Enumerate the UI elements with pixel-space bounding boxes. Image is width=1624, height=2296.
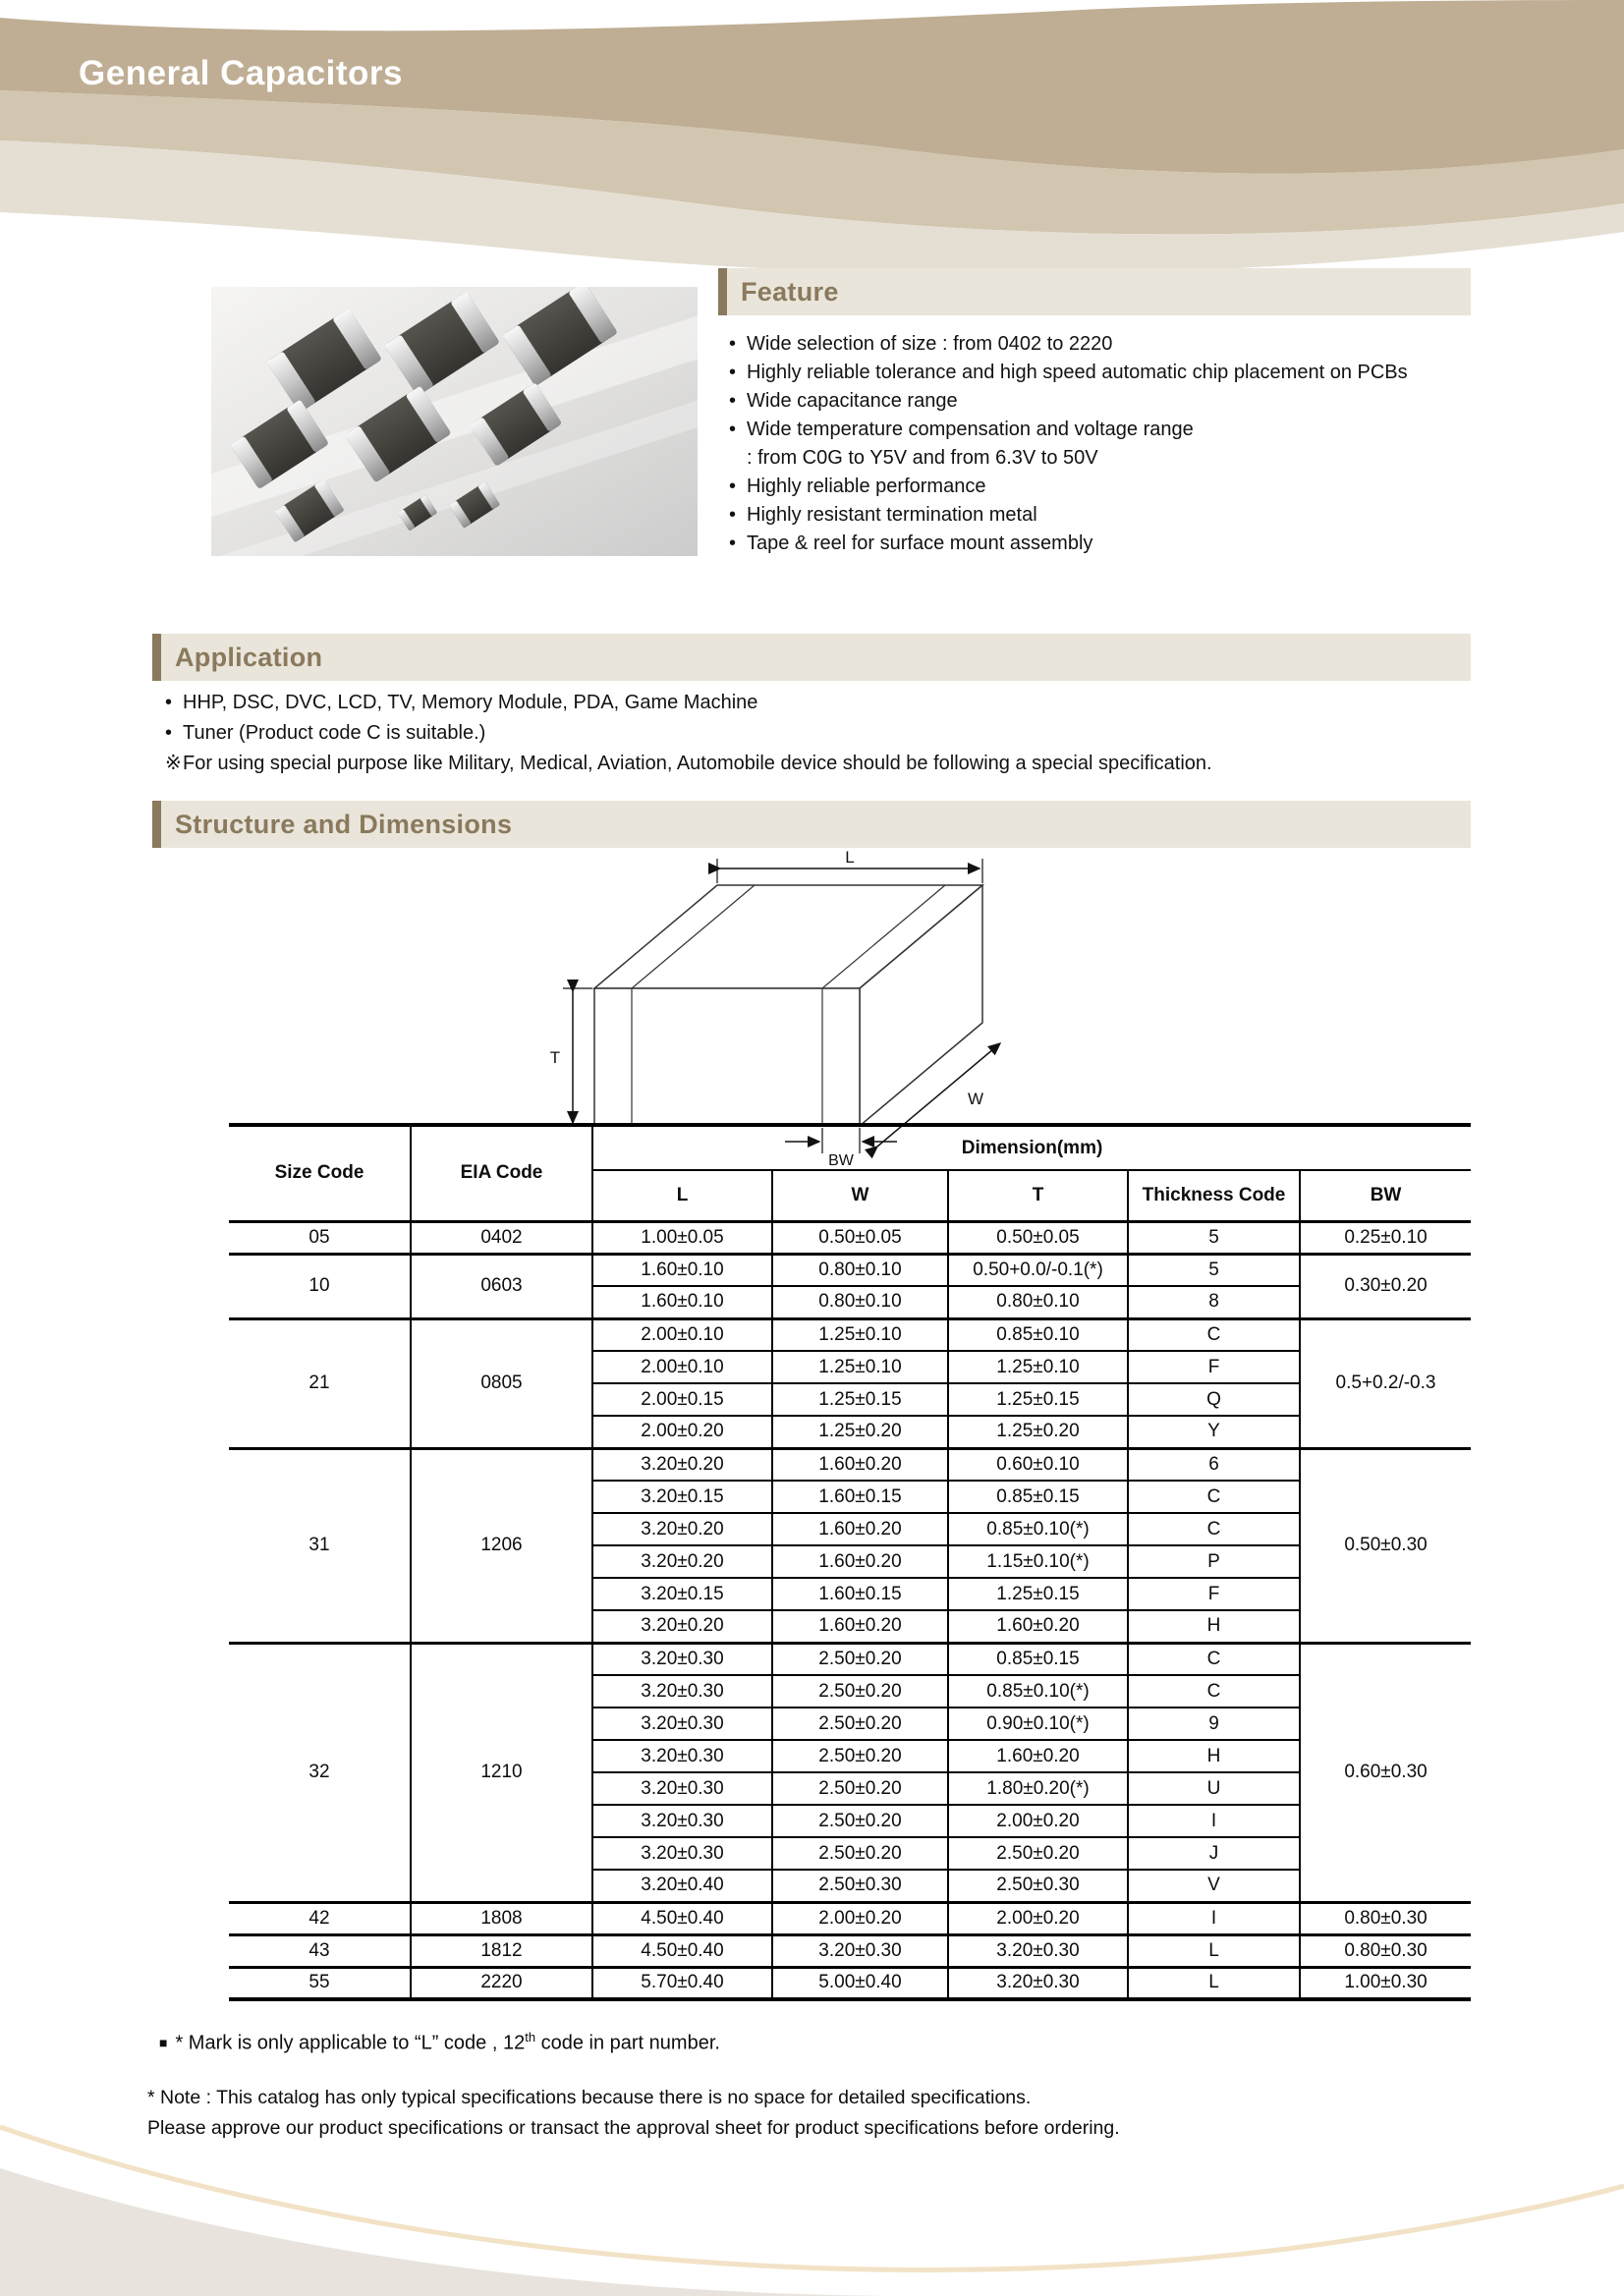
code-cell: 5 <box>1128 1221 1300 1254</box>
w-cell: 1.25±0.20 <box>772 1416 948 1448</box>
bw-cell: 0.60±0.30 <box>1300 1643 1471 1902</box>
l-cell: 3.20±0.20 <box>592 1448 772 1481</box>
size-cell: 05 <box>229 1221 411 1254</box>
code-cell: F <box>1128 1351 1300 1383</box>
l-cell: 3.20±0.15 <box>592 1578 772 1610</box>
spec-row <box>229 1318 1471 1351</box>
t-cell: 2.50±0.20 <box>948 1837 1128 1870</box>
w-cell: 2.50±0.30 <box>772 1870 948 1902</box>
w-cell: 2.50±0.20 <box>772 1675 948 1708</box>
l-cell: 4.50±0.40 <box>592 1902 772 1934</box>
footnote-superscript: th <box>525 2030 536 2044</box>
t-cell: 2.00±0.20 <box>948 1805 1128 1837</box>
col-header-size-code: Size Code <box>229 1125 411 1221</box>
bw-cell: 0.25±0.10 <box>1300 1221 1471 1254</box>
col-header-bw: BW <box>1300 1170 1471 1221</box>
list-item-text: Wide temperature compensation and voltage range <box>747 419 1194 440</box>
feature-list <box>729 330 1476 558</box>
code-cell: I <box>1128 1902 1300 1934</box>
list-item-text: Wide capacitance range <box>747 390 958 412</box>
list-item <box>729 473 1476 501</box>
t-cell: 1.80±0.20(*) <box>948 1772 1128 1805</box>
t-cell: 0.85±0.15 <box>948 1481 1128 1513</box>
code-cell: V <box>1128 1870 1300 1902</box>
size-cell: 31 <box>229 1448 411 1643</box>
page-title: General Capacitors <box>79 54 403 92</box>
eia-cell: 1812 <box>411 1934 592 1967</box>
w-cell: 3.20±0.30 <box>772 1934 948 1967</box>
w-cell: 1.60±0.20 <box>772 1448 948 1481</box>
code-cell: F <box>1128 1578 1300 1610</box>
t-cell: 1.15±0.10(*) <box>948 1545 1128 1578</box>
code-cell: I <box>1128 1805 1300 1837</box>
w-cell: 1.60±0.15 <box>772 1578 948 1610</box>
diagram-label-BW: BW <box>828 1152 854 1165</box>
l-cell: 3.20±0.40 <box>592 1870 772 1902</box>
w-cell: 0.50±0.05 <box>772 1221 948 1254</box>
l-cell: 3.20±0.30 <box>592 1772 772 1805</box>
l-cell: 3.20±0.30 <box>592 1740 772 1772</box>
w-cell: 2.50±0.20 <box>772 1772 948 1805</box>
list-item-text: Wide selection of size : from 0402 to 2220 <box>747 333 1113 355</box>
list-item-text: For using special purpose like Military, Medical, Aviation, Automobile device should be following a special specification. <box>183 753 1212 774</box>
list-item-text: Highly reliable performance <box>747 476 986 497</box>
list-item <box>729 530 1476 558</box>
bw-cell: 0.30±0.20 <box>1300 1254 1471 1318</box>
header-wave-art <box>0 0 1624 285</box>
l-cell: 1.60±0.10 <box>592 1254 772 1286</box>
dimension-spec-table <box>229 1123 1471 2001</box>
size-cell: 43 <box>229 1934 411 1967</box>
list-item-text: Tape & reel for surface mount assembly <box>747 532 1093 554</box>
l-cell: 2.00±0.10 <box>592 1318 772 1351</box>
w-cell: 2.50±0.20 <box>772 1740 948 1772</box>
w-cell: 1.60±0.20 <box>772 1513 948 1545</box>
l-cell: 3.20±0.30 <box>592 1643 772 1675</box>
l-cell: 5.70±0.40 <box>592 1967 772 1999</box>
code-cell: Y <box>1128 1416 1300 1448</box>
t-cell: 3.20±0.30 <box>948 1967 1128 1999</box>
l-cell: 3.20±0.30 <box>592 1708 772 1740</box>
code-cell: U <box>1128 1772 1300 1805</box>
l-cell: 3.20±0.15 <box>592 1481 772 1513</box>
code-cell: C <box>1128 1643 1300 1675</box>
col-header-t: T <box>948 1170 1128 1221</box>
feature-section-bar <box>718 268 1471 315</box>
eia-cell: 1808 <box>411 1902 592 1934</box>
spec-row <box>229 1967 1471 1999</box>
bullet-marker: • <box>729 504 737 526</box>
code-cell: C <box>1128 1675 1300 1708</box>
w-cell: 2.50±0.20 <box>772 1805 948 1837</box>
size-cell: 10 <box>229 1254 411 1318</box>
l-cell: 4.50±0.40 <box>592 1934 772 1967</box>
l-cell: 3.20±0.30 <box>592 1805 772 1837</box>
catalog-note-line1: * Note : This catalog has only typical specifications because there is no space for detailed specifications. <box>147 2087 1032 2108</box>
bullet-marker: • <box>729 419 737 440</box>
l-cell: 2.00±0.10 <box>592 1351 772 1383</box>
bullet-marker: ※ <box>165 753 182 774</box>
eia-cell: 1210 <box>411 1643 592 1902</box>
code-cell: H <box>1128 1740 1300 1772</box>
bullet-marker: • <box>729 362 737 383</box>
list-item <box>729 416 1476 444</box>
t-cell: 0.50±0.05 <box>948 1221 1128 1254</box>
list-item <box>165 688 1462 718</box>
t-cell: 1.60±0.20 <box>948 1740 1128 1772</box>
t-cell: 2.00±0.20 <box>948 1902 1128 1934</box>
bullet-marker <box>729 444 747 473</box>
code-cell: L <box>1128 1967 1300 1999</box>
l-cell: 1.60±0.10 <box>592 1286 772 1318</box>
code-cell: 6 <box>1128 1448 1300 1481</box>
w-cell: 1.25±0.10 <box>772 1318 948 1351</box>
capacitor-product-photo <box>211 287 698 556</box>
size-cell: 42 <box>229 1902 411 1934</box>
spec-row <box>229 1902 1471 1934</box>
eia-cell: 1206 <box>411 1448 592 1643</box>
col-header-thickness-code: Thickness Code <box>1128 1170 1300 1221</box>
code-cell: C <box>1128 1481 1300 1513</box>
bw-cell: 0.80±0.30 <box>1300 1934 1471 1967</box>
dimension-diagram <box>535 851 1086 1165</box>
w-cell: 5.00±0.40 <box>772 1967 948 1999</box>
l-cell: 3.20±0.20 <box>592 1610 772 1643</box>
l-cell: 3.20±0.20 <box>592 1545 772 1578</box>
col-header-w: W <box>772 1170 948 1221</box>
spec-row <box>229 1254 1471 1286</box>
bw-cell: 1.00±0.30 <box>1300 1967 1471 1999</box>
l-cell: 2.00±0.20 <box>592 1416 772 1448</box>
t-cell: 2.50±0.30 <box>948 1870 1128 1902</box>
bullet-marker: • <box>729 476 737 497</box>
list-item-text: : from C0G to Y5V and from 6.3V to 50V <box>747 447 1098 469</box>
w-cell: 1.25±0.10 <box>772 1351 948 1383</box>
t-cell: 0.85±0.10 <box>948 1318 1128 1351</box>
feature-heading: Feature <box>741 276 839 307</box>
application-heading: Application <box>175 642 323 672</box>
w-cell: 1.60±0.20 <box>772 1545 948 1578</box>
w-cell: 2.50±0.20 <box>772 1708 948 1740</box>
code-cell: 8 <box>1128 1286 1300 1318</box>
size-cell: 32 <box>229 1643 411 1902</box>
footnote-text-tail: code in part number. <box>535 2032 720 2054</box>
t-cell: 0.90±0.10(*) <box>948 1708 1128 1740</box>
table-footnote <box>159 2030 720 2055</box>
l-cell: 2.00±0.15 <box>592 1383 772 1416</box>
structure-section-bar <box>152 801 1471 848</box>
spec-row <box>229 1221 1471 1254</box>
bullet-marker: • <box>165 722 173 744</box>
diagram-label-W: W <box>967 1090 984 1108</box>
list-item <box>165 718 1462 749</box>
t-cell: 0.80±0.10 <box>948 1286 1128 1318</box>
bullet-marker: • <box>729 333 737 355</box>
catalog-note-line2: Please approve our product specifications or transact the approval sheet for product specifications before ordering. <box>147 2117 1120 2139</box>
t-cell: 3.20±0.30 <box>948 1934 1128 1967</box>
eia-cell: 0805 <box>411 1318 592 1448</box>
w-cell: 2.50±0.20 <box>772 1643 948 1675</box>
footer-wave-art <box>0 2100 1624 2296</box>
col-header-l: L <box>592 1170 772 1221</box>
footnote-text: * Mark is only applicable to “L” code , 12 <box>175 2032 526 2054</box>
spec-row <box>229 1448 1471 1481</box>
list-item <box>729 501 1476 530</box>
size-cell: 55 <box>229 1967 411 1999</box>
code-cell: C <box>1128 1513 1300 1545</box>
spec-row <box>229 1934 1471 1967</box>
code-cell: P <box>1128 1545 1300 1578</box>
bw-cell: 0.50±0.30 <box>1300 1448 1471 1643</box>
size-cell: 21 <box>229 1318 411 1448</box>
code-cell: J <box>1128 1837 1300 1870</box>
w-cell: 2.50±0.20 <box>772 1837 948 1870</box>
t-cell: 0.60±0.10 <box>948 1448 1128 1481</box>
application-section-bar <box>152 634 1471 681</box>
diagram-label-L: L <box>845 851 855 867</box>
bullet-marker: • <box>165 692 173 713</box>
list-item <box>729 330 1476 359</box>
list-item <box>165 749 1462 779</box>
t-cell: 0.50+0.0/-0.1(*) <box>948 1254 1128 1286</box>
list-item-text: Highly resistant termination metal <box>747 504 1037 526</box>
w-cell: 0.80±0.10 <box>772 1254 948 1286</box>
spec-row <box>229 1643 1471 1675</box>
code-cell: H <box>1128 1610 1300 1643</box>
list-item-text: Highly reliable tolerance and high speed automatic chip placement on PCBs <box>747 362 1408 383</box>
l-cell: 1.00±0.05 <box>592 1221 772 1254</box>
t-cell: 0.85±0.10(*) <box>948 1513 1128 1545</box>
code-cell: Q <box>1128 1383 1300 1416</box>
w-cell: 0.80±0.10 <box>772 1286 948 1318</box>
w-cell: 1.60±0.20 <box>772 1610 948 1643</box>
w-cell: 1.60±0.15 <box>772 1481 948 1513</box>
t-cell: 0.85±0.15 <box>948 1643 1128 1675</box>
code-cell: 5 <box>1128 1254 1300 1286</box>
t-cell: 1.25±0.15 <box>948 1578 1128 1610</box>
eia-cell: 0603 <box>411 1254 592 1318</box>
l-cell: 3.20±0.30 <box>592 1837 772 1870</box>
bw-cell: 0.5+0.2/-0.3 <box>1300 1318 1471 1448</box>
bullet-marker: • <box>729 532 737 554</box>
t-cell: 1.25±0.10 <box>948 1351 1128 1383</box>
diagram-label-T: T <box>549 1048 561 1067</box>
list-item <box>729 387 1476 416</box>
structure-heading: Structure and Dimensions <box>175 809 513 839</box>
list-item <box>729 444 1476 473</box>
code-cell: L <box>1128 1934 1300 1967</box>
code-cell: 9 <box>1128 1708 1300 1740</box>
t-cell: 0.85±0.10(*) <box>948 1675 1128 1708</box>
bullet-marker: • <box>729 390 737 412</box>
application-list <box>165 688 1462 779</box>
table-header-row <box>229 1125 1471 1170</box>
list-item-text: HHP, DSC, DVC, LCD, TV, Memory Module, PDA, Game Machine <box>183 692 758 713</box>
w-cell: 2.00±0.20 <box>772 1902 948 1934</box>
eia-cell: 2220 <box>411 1967 592 1999</box>
col-header-eia-code: EIA Code <box>411 1125 592 1221</box>
l-cell: 3.20±0.30 <box>592 1675 772 1708</box>
t-cell: 1.25±0.20 <box>948 1416 1128 1448</box>
t-cell: 1.60±0.20 <box>948 1610 1128 1643</box>
t-cell: 1.25±0.15 <box>948 1383 1128 1416</box>
code-cell: C <box>1128 1318 1300 1351</box>
l-cell: 3.20±0.20 <box>592 1513 772 1545</box>
list-item <box>729 359 1476 387</box>
col-header-dimension: Dimension(mm) <box>592 1125 1471 1170</box>
list-item-text: Tuner (Product code C is suitable.) <box>183 722 486 744</box>
square-bullet-icon: ■ <box>159 2034 168 2050</box>
w-cell: 1.25±0.15 <box>772 1383 948 1416</box>
bw-cell: 0.80±0.30 <box>1300 1902 1471 1934</box>
eia-cell: 0402 <box>411 1221 592 1254</box>
